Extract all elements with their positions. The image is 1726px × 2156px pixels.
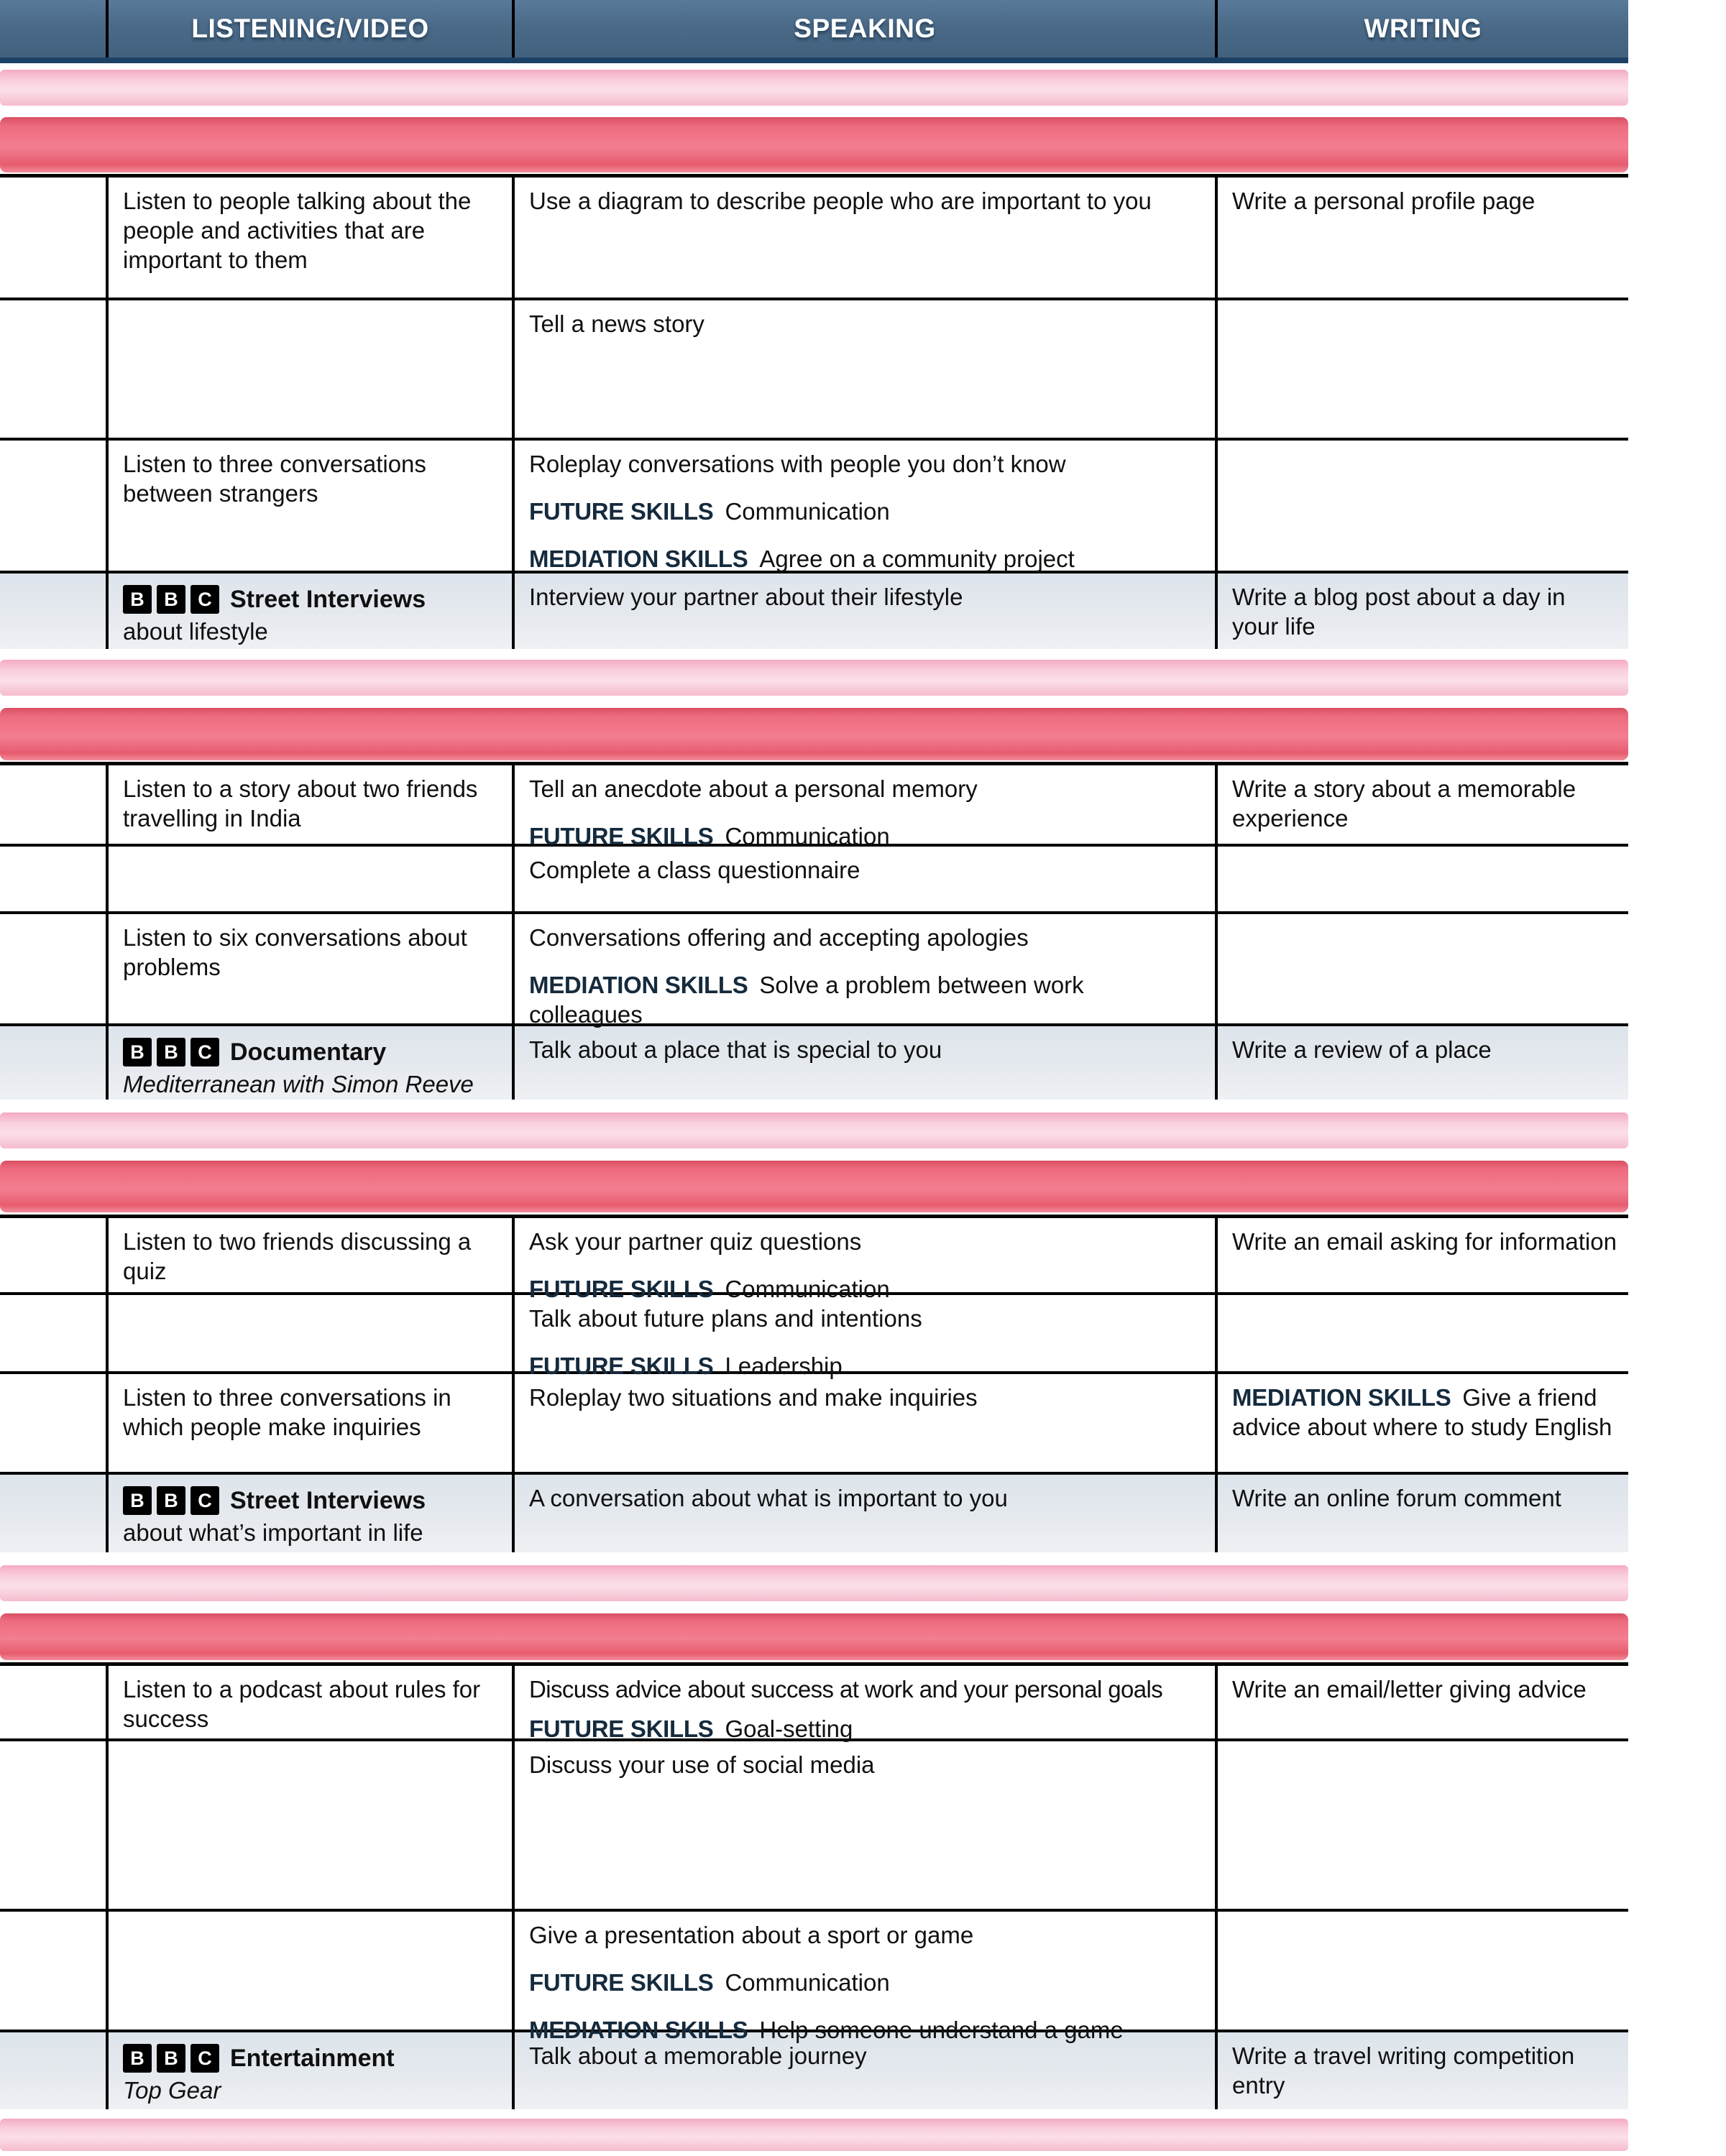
speaking-item [529,1968,1203,1997]
listening-text: Listen to six conversations about problems [123,924,467,980]
listening-cell [106,1295,512,1371]
future-skills-label: FUTURE SKILLS [529,823,714,849]
speaking-text: Talk about future plans and intentions [529,1305,922,1332]
speaking-cell [512,573,1215,649]
unit-number-cell [0,765,106,844]
speaking-text: Ask your partner quiz questions [529,1228,862,1255]
listening-text: Listen to a podcast about rules for success [123,1676,481,1732]
writing-cell [1215,765,1628,844]
table-row [0,1912,1628,2043]
speaking-text: Communication [725,498,890,525]
speaking-cell [512,441,1215,571]
writing-cell [1215,914,1628,1023]
unit-number-cell [0,1374,106,1472]
unit-subheader-band [0,1565,1628,1601]
unit-title-band [0,117,1628,172]
writing-item [1232,1035,1617,1064]
writing-cell [1215,847,1628,911]
bbc-title-line [123,1486,500,1515]
bbc-logo-letter: B [123,1038,152,1067]
unit-number-cell [0,1026,106,1100]
writing-cell [1215,1912,1628,2030]
writing-item [1232,1674,1617,1704]
mediation-skills-label: MEDIATION SKILLS [1232,1384,1451,1411]
mediation-skills-label: MEDIATION SKILLS [529,2017,748,2043]
unit-subheader-band [0,660,1628,696]
bbc-video-row [0,2032,1628,2109]
future-skills-label: FUTURE SKILLS [529,1715,714,1742]
speaking-item [529,449,1203,479]
writing-cell [1215,2032,1628,2109]
writing-cell [1215,1741,1628,1909]
table-row [0,1741,1628,1912]
mediation-skills-label: MEDIATION SKILLS [529,972,748,998]
unit-number-cell [0,573,106,649]
bbc-logo-letter: B [123,2044,152,2073]
bbc-video-subtitle: Mediterranean with Simon Reeve [123,1071,474,1097]
unit-number-cell [0,847,106,911]
speaking-item [529,970,1203,1029]
speaking-cell [512,847,1215,911]
unit-number-cell [0,1912,106,2030]
bbc-logo-letter: C [190,1038,219,1067]
bbc-video-title: Entertainment [230,2044,395,2072]
writing-cell [1215,178,1628,298]
writing-cell [1215,1218,1628,1292]
listening-text: Listen to people talking about the people and activities that are important to them [123,188,472,273]
bbc-video-cell [106,1475,512,1552]
bbc-logo-icon [123,1038,219,1067]
listening-cell [106,914,512,1023]
speaking-text: Discuss advice about success at work and your personal goals [529,1676,1163,1703]
writing-cell [1215,300,1628,438]
speaking-text: Give a presentation about a sport or game [529,1922,974,1948]
unit-number-cell [0,1295,106,1371]
writing-text: Write a blog post about a day in your life [1232,584,1566,640]
speaking-item [529,1035,1203,1064]
writing-item [1232,774,1617,833]
speaking-text: Talk about a place that is special to you [529,1036,942,1063]
speaking-cell [512,2032,1215,2109]
writing-text: Write a story about a memorable experience [1232,775,1576,831]
listening-cell [106,765,512,844]
speaking-item [529,1750,1203,1779]
speaking-cell [512,1374,1215,1472]
writing-text: Write an email/letter giving advice [1232,1676,1587,1703]
speaking-item [529,497,1203,526]
bbc-title-line [123,2044,500,2073]
speaking-item [529,582,1203,612]
table-row [0,1295,1628,1379]
writing-item [1232,1383,1617,1442]
table-row [0,765,1628,847]
speaking-text: Conversations offering and accepting apologies [529,924,1029,951]
header-unit-column [0,0,106,57]
bbc-logo-icon [123,585,219,614]
speaking-cell [512,1218,1215,1302]
speaking-cell [512,300,1215,438]
unit-number-cell [0,1475,106,1552]
unit-number-cell [0,914,106,1023]
listening-cell [106,1741,512,1909]
listening-cell [106,441,512,571]
speaking-text: Tell a news story [529,310,704,337]
table-row [0,847,1628,914]
bbc-logo-letter: B [123,1486,152,1515]
writing-item [1232,186,1617,216]
speaking-cell [512,1475,1215,1552]
unit-section [0,762,1628,1100]
speaking-cell [512,1026,1215,1100]
future-skills-label: FUTURE SKILLS [529,1276,714,1302]
writing-item [1232,582,1617,641]
speaking-cell [512,1741,1215,1909]
unit-number-cell [0,300,106,438]
table-row [0,178,1628,300]
listening-cell [106,847,512,911]
speaking-text: Solve a problem between work colleagues [529,972,1084,1028]
speaking-item [529,1920,1203,1950]
bbc-video-cell [106,573,512,649]
unit-section [0,174,1628,649]
bbc-video-subtitle: about what’s important in life [123,1519,423,1546]
unit-section [0,1662,1628,2109]
speaking-item [529,1227,1203,1256]
listening-cell [106,1374,512,1472]
speaking-text: Communication [725,823,890,849]
speaking-text: Talk about a memorable journey [529,2042,867,2069]
speaking-item [529,2041,1203,2070]
unit-title-band [0,1613,1628,1660]
unit-section [0,1215,1628,1552]
table-row [0,300,1628,441]
speaking-item [529,923,1203,952]
speaking-item [529,1383,1203,1412]
speaking-text: Tell an anecdote about a personal memory [529,775,978,802]
writing-text: Write a travel writing competition entry [1232,2042,1575,2099]
bbc-video-cell [106,2032,512,2109]
listening-text: Listen to two friends discussing a quiz [123,1228,472,1284]
bbc-logo-letter: C [190,2044,219,2073]
unit-number-cell [0,1218,106,1292]
speaking-item [529,1483,1203,1513]
table-row [0,1666,1628,1741]
speaking-text: Help someone understand a game [759,2017,1124,2043]
speaking-cell [512,178,1215,298]
unit-number-cell [0,2032,106,2109]
speaking-cell [512,1912,1215,2043]
column-header-speaking: SPEAKING [512,0,1215,57]
listening-text: Listen to a story about two friends travelling in India [123,775,478,831]
unit-number-cell [0,1741,106,1909]
speaking-text: Discuss your use of social media [529,1751,875,1778]
bbc-video-subtitle: Top Gear [123,2077,221,2104]
speaking-item [529,774,1203,803]
listening-text: Listen to three conversations in which people make inquiries [123,1384,451,1440]
writing-text: Write a personal profile page [1232,188,1536,214]
listening-cell [106,1666,512,1738]
bbc-logo-letter: B [157,1486,185,1515]
unit-subheader-band [0,2119,1628,2151]
speaking-text: Goal-setting [725,1715,853,1742]
bbc-video-row [0,1475,1628,1552]
speaking-cell [512,1666,1215,1742]
speaking-text: A conversation about what is important to you [529,1485,1008,1511]
bbc-video-row [0,573,1628,649]
column-header-writing: WRITING [1215,0,1628,57]
speaking-text: Interview your partner about their lifestyle [529,584,963,610]
table-header-row [0,0,1628,63]
writing-item [1232,2041,1617,2100]
table-row [0,1374,1628,1475]
speaking-text: Roleplay two situations and make inquiries [529,1384,978,1411]
speaking-item [529,1304,1203,1333]
writing-cell [1215,573,1628,649]
bbc-title-line [123,585,500,614]
writing-item [1232,1483,1617,1513]
speaking-text: Leadership [725,1353,843,1379]
bbc-video-title: Street Interviews [230,1486,426,1514]
bbc-video-subtitle: about lifestyle [123,618,268,645]
mediation-skills-label: MEDIATION SKILLS [529,545,748,572]
unit-title-band [0,708,1628,760]
future-skills-label: FUTURE SKILLS [529,1353,714,1379]
bbc-video-row [0,1026,1628,1100]
writing-cell [1215,1374,1628,1472]
bbc-logo-letter: C [190,585,219,614]
bbc-video-title: Documentary [230,1038,387,1066]
speaking-text: Roleplay conversations with people you don’t know [529,451,1066,477]
bbc-logo-icon [123,2044,219,2073]
bbc-logo-letter: B [157,1038,185,1067]
bbc-logo-letter: B [157,585,185,614]
unit-title-band [0,1161,1628,1212]
future-skills-label: FUTURE SKILLS [529,498,714,525]
speaking-text: Communication [725,1276,890,1302]
speaking-text: Communication [725,1969,890,1996]
writing-cell [1215,441,1628,571]
listening-cell [106,300,512,438]
speaking-item [529,309,1203,338]
column-header-listening-video: LISTENING/VIDEO [106,0,512,57]
unit-subheader-band [0,70,1628,106]
speaking-item [529,544,1203,573]
writing-item [1232,1227,1617,1256]
speaking-item [529,855,1203,885]
listening-cell [106,178,512,298]
listening-text: Listen to three conversations between strangers [123,451,426,507]
unit-number-cell [0,178,106,298]
table-row [0,441,1628,573]
writing-cell [1215,1026,1628,1100]
speaking-cell [512,765,1215,849]
writing-text: Give a friend advice about where to study English [1232,1384,1612,1440]
speaking-text: Agree on a community project [759,545,1075,572]
speaking-text: Complete a class questionnaire [529,857,860,883]
speaking-cell [512,1295,1215,1379]
speaking-item [529,1674,1203,1704]
future-skills-label: FUTURE SKILLS [529,1969,714,1996]
writing-text: Write a review of a place [1232,1036,1492,1063]
bbc-video-title: Street Interviews [230,585,426,613]
bbc-title-line [123,1038,500,1067]
bbc-logo-letter: B [123,585,152,614]
bbc-video-cell [106,1026,512,1100]
writing-text: Write an online forum comment [1232,1485,1561,1511]
writing-cell [1215,1666,1628,1738]
speaking-cell [512,914,1215,1028]
speaking-text: Use a diagram to describe people who are important to you [529,188,1152,214]
bbc-logo-letter: C [190,1486,219,1515]
listening-cell [106,1218,512,1292]
listening-cell [106,1912,512,2030]
table-row [0,1218,1628,1302]
speaking-item [529,1714,1203,1743]
unit-number-cell [0,1666,106,1738]
unit-subheader-band [0,1112,1628,1148]
unit-number-cell [0,441,106,571]
table-row [0,914,1628,1026]
bbc-logo-letter: B [157,2044,185,2073]
bbc-logo-icon [123,1486,219,1515]
speaking-item [529,186,1203,216]
writing-cell [1215,1295,1628,1371]
writing-cell [1215,1475,1628,1552]
writing-text: Write an email asking for information [1232,1228,1617,1255]
